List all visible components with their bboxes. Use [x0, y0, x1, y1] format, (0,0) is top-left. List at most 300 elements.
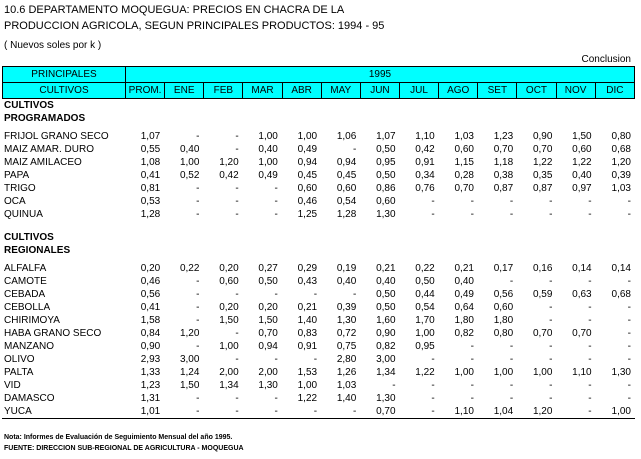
price-cell: -: [196, 302, 200, 313]
price-cell: -: [627, 354, 631, 365]
price-cell: 0,56: [493, 289, 514, 300]
price-cell: 2,00: [258, 367, 278, 378]
price-cell: 0,91: [297, 341, 318, 352]
crop-name: CEBOLLA: [4, 302, 51, 313]
price-cell: 1,33: [140, 367, 161, 378]
title-line-1: 10.6 DEPARTAMENTO MOQUEGUA: PRECIOS EN CHACRA DE LA: [4, 4, 345, 16]
price-cell: -: [235, 328, 239, 339]
price-cell: -: [235, 144, 239, 155]
price-cell: 0,70: [454, 183, 474, 194]
price-cell: -: [470, 393, 474, 404]
price-cell: 1,00: [219, 341, 239, 352]
price-cell: -: [588, 302, 592, 313]
notes: [4, 432, 244, 454]
table-row: [2, 143, 635, 156]
price-cell: 0,14: [611, 263, 631, 274]
price-cell: 1,28: [140, 209, 161, 220]
price-cell: 1,20: [532, 406, 553, 417]
price-cell: 1,22: [297, 393, 318, 404]
price-cell: 0,21: [454, 263, 474, 274]
price-cell: -: [509, 276, 514, 287]
price-cell: 1,31: [140, 393, 161, 404]
header-col: MAY: [321, 83, 360, 99]
price-cell: 0,29: [297, 263, 318, 274]
price-cell: 0,86: [376, 183, 396, 194]
price-cell: 0,90: [140, 341, 161, 352]
price-cell: 0,60: [336, 183, 357, 194]
price-cell: 0,22: [179, 263, 200, 274]
price-cell: 0,52: [179, 170, 200, 181]
price-cell: 1,30: [376, 209, 396, 220]
price-table: [2, 66, 635, 419]
table-row: [2, 130, 635, 143]
price-cell: 1,58: [140, 315, 161, 326]
price-cell: 1,70: [415, 315, 435, 326]
price-cell: 0,55: [140, 144, 161, 155]
price-cell: 2,93: [140, 354, 161, 365]
price-cell: 1,28: [336, 209, 357, 220]
crop-name: ALFALFA: [4, 263, 47, 274]
price-cell: 0,87: [493, 183, 514, 194]
price-cell: 1,30: [336, 315, 357, 326]
price-cell: 0,20: [219, 263, 239, 274]
price-cell: 0,43: [297, 276, 318, 287]
price-cell: 1,40: [297, 315, 318, 326]
table-row: [2, 288, 635, 301]
price-cell: 1,10: [415, 131, 435, 142]
price-cell: 1,15: [454, 157, 474, 168]
price-cell: -: [274, 183, 278, 194]
price-cell: -: [627, 209, 631, 220]
price-cell: 1,06: [336, 131, 357, 142]
crop-name: QUINUA: [4, 209, 43, 220]
price-cell: 0,53: [140, 196, 161, 207]
price-cell: 0,60: [493, 302, 514, 313]
price-cell: -: [470, 209, 474, 220]
price-cell: 0,34: [415, 170, 435, 181]
price-cell: 0,41: [140, 170, 161, 181]
table-row: [2, 353, 635, 366]
price-cell: 0,22: [415, 263, 435, 274]
price-cell: 1,07: [376, 131, 396, 142]
price-cell: -: [352, 144, 357, 155]
table-row: [2, 301, 635, 314]
price-cell: 0,46: [140, 276, 161, 287]
price-cell: -: [588, 393, 592, 404]
price-cell: 0,94: [297, 157, 318, 168]
price-cell: 0,80: [611, 131, 631, 142]
price-cell: 0,54: [336, 196, 357, 207]
price-cell: -: [274, 354, 278, 365]
price-cell: -: [549, 393, 553, 404]
price-cell: 2,80: [336, 354, 357, 365]
price-cell: 1,03: [336, 380, 357, 391]
price-cell: -: [431, 196, 435, 207]
price-cell: -: [509, 209, 514, 220]
price-cell: 0,87: [532, 183, 553, 194]
price-cell: 1,60: [376, 315, 396, 326]
price-cell: -: [235, 196, 239, 207]
price-cell: 0,54: [415, 302, 435, 313]
price-cell: 1,20: [611, 157, 631, 168]
price-cell: -: [549, 354, 553, 365]
price-cell: 0,70: [572, 328, 592, 339]
price-cell: -: [549, 209, 553, 220]
price-cell: 1,00: [258, 157, 278, 168]
price-cell: 0,40: [336, 276, 357, 287]
price-cell: -: [549, 380, 553, 391]
price-cell: 0,60: [454, 144, 474, 155]
table-row: [2, 262, 635, 275]
price-cell: -: [588, 276, 592, 287]
price-cell: 0,50: [415, 276, 435, 287]
price-cell: 1,00: [258, 131, 278, 142]
price-cell: 0,60: [376, 196, 396, 207]
price-cell: 0,50: [376, 289, 396, 300]
crop-name: OCA: [4, 196, 26, 207]
price-cell: -: [431, 380, 435, 391]
price-cell: 0,80: [493, 328, 514, 339]
price-cell: -: [431, 393, 435, 404]
price-cell: 0,95: [415, 341, 435, 352]
price-cell: -: [352, 289, 357, 300]
price-cell: -: [509, 380, 514, 391]
price-cell: -: [196, 315, 200, 326]
table-row: [2, 405, 635, 418]
price-cell: -: [196, 276, 200, 287]
price-cell: 1,50: [572, 131, 592, 142]
price-cell: 1,04: [493, 406, 514, 417]
price-cell: 0,44: [415, 289, 435, 300]
price-cell: 0,94: [258, 341, 278, 352]
price-cell: 0,28: [454, 170, 474, 181]
price-cell: -: [431, 354, 435, 365]
price-cell: 1,00: [297, 380, 318, 391]
crop-name: OLIVO: [4, 354, 35, 365]
price-cell: 0,70: [493, 144, 514, 155]
price-cell: 1,00: [611, 406, 631, 417]
price-cell: 3,00: [376, 354, 396, 365]
price-cell: -: [235, 183, 239, 194]
price-cell: 0,21: [297, 302, 318, 313]
note-text: Nota: Informes de Evaluación de Seguimiento Mensual del año 1995.: [4, 434, 233, 441]
price-cell: -: [235, 354, 239, 365]
price-cell: 0,40: [258, 144, 278, 155]
price-cell: 0,50: [376, 144, 396, 155]
price-cell: 0,94: [336, 157, 357, 168]
price-cell: 1,10: [454, 406, 474, 417]
price-cell: 0,60: [297, 183, 318, 194]
price-cell: 0,49: [454, 289, 474, 300]
price-cell: -: [549, 302, 553, 313]
price-cell: -: [549, 276, 553, 287]
section-title: CULTIVOS: [4, 100, 54, 111]
header-col: AGO: [439, 83, 478, 99]
price-cell: -: [196, 131, 200, 142]
price-cell: -: [509, 393, 514, 404]
price-cell: 1,20: [219, 157, 239, 168]
price-cell: 1,00: [179, 157, 200, 168]
price-cell: -: [470, 196, 474, 207]
crop-name: PALTA: [4, 367, 34, 378]
table-row: [2, 314, 635, 327]
section-title: CULTIVOS: [4, 232, 54, 243]
price-cell: 0,20: [258, 302, 278, 313]
price-cell: 1,00: [415, 328, 435, 339]
price-cell: 0,39: [336, 302, 357, 313]
price-cell: -: [627, 302, 631, 313]
price-cell: -: [274, 393, 278, 404]
price-cell: 1,50: [219, 315, 239, 326]
price-cell: 0,49: [258, 170, 278, 181]
price-cell: 0,19: [336, 263, 357, 274]
price-cell: 0,90: [532, 131, 553, 142]
price-cell: 0,76: [415, 183, 435, 194]
price-cell: 1,00: [493, 367, 514, 378]
price-cell: -: [235, 393, 239, 404]
price-cell: -: [274, 289, 278, 300]
price-cell: 1,23: [140, 380, 161, 391]
price-cell: -: [274, 209, 278, 220]
price-cell: -: [352, 406, 357, 417]
price-cell: -: [627, 328, 631, 339]
price-cell: 1,25: [297, 209, 318, 220]
price-cell: 1,34: [219, 380, 239, 391]
crop-name: FRIJOL GRANO SECO: [4, 131, 109, 142]
price-cell: 0,35: [532, 170, 553, 181]
price-cell: 0,60: [572, 144, 592, 155]
header-principales: PRINCIPALES: [3, 67, 126, 83]
table-bottom-rule: [2, 418, 635, 419]
table-body: [2, 99, 635, 418]
crop-name: MAIZ AMAR. DURO: [4, 144, 95, 155]
units-note: ( Nuevos soles por k ): [4, 40, 102, 51]
table-row: [2, 392, 635, 405]
price-cell: -: [509, 196, 514, 207]
price-cell: 0,40: [572, 170, 592, 181]
price-cell: 0,70: [376, 406, 396, 417]
section-title: REGIONALES: [4, 245, 71, 256]
price-cell: 0,40: [454, 276, 474, 287]
price-cell: 0,40: [376, 276, 396, 287]
table-row: [2, 275, 635, 288]
crop-name: CHIRIMOYA: [4, 315, 60, 326]
header-year: 1995: [126, 67, 635, 83]
price-cell: 0,82: [376, 341, 396, 352]
price-cell: 0,56: [140, 289, 161, 300]
continuation-label: Conclusion: [581, 54, 631, 65]
price-cell: 1,22: [572, 157, 592, 168]
price-cell: 0,64: [454, 302, 474, 313]
crop-name: YUCA: [4, 406, 32, 417]
crop-name: PAPA: [4, 170, 30, 181]
header-col: OCT: [517, 83, 556, 99]
header-col: MAR: [243, 83, 282, 99]
price-cell: -: [196, 196, 200, 207]
price-cell: 0,59: [532, 289, 553, 300]
price-cell: 1,24: [179, 367, 200, 378]
price-cell: -: [588, 315, 592, 326]
price-cell: 1,07: [140, 131, 161, 142]
header-col: JUN: [360, 83, 399, 99]
price-cell: 0,50: [376, 302, 396, 313]
price-cell: -: [235, 289, 239, 300]
title-line-2: PRODUCCION AGRICOLA, SEGUN PRINCIPALES PRODUCTOS: 1994 - 95: [4, 20, 385, 32]
crop-name: HABA GRANO SECO: [4, 328, 102, 339]
price-cell: 0,70: [258, 328, 278, 339]
header-cultivos: CULTIVOS: [3, 83, 126, 99]
price-cell: 0,38: [493, 170, 514, 181]
crop-name: TRIGO: [4, 183, 36, 194]
price-cell: 0,20: [140, 263, 161, 274]
price-cell: 0,90: [376, 328, 396, 339]
price-cell: 0,63: [572, 289, 592, 300]
crop-name: MAIZ AMILACEO: [4, 157, 82, 168]
price-cell: 1,80: [454, 315, 474, 326]
table-row: [2, 340, 635, 353]
price-cell: 1,22: [415, 367, 435, 378]
crop-name: CAMOTE: [4, 276, 47, 287]
header-col: DIC: [595, 83, 634, 99]
price-cell: 0,27: [258, 263, 278, 274]
table-row: [2, 156, 635, 169]
price-cell: -: [549, 315, 553, 326]
price-cell: -: [470, 354, 474, 365]
table-row: [2, 182, 635, 195]
price-cell: -: [627, 315, 631, 326]
crop-name: MANZANO: [4, 341, 54, 352]
price-cell: 0,70: [532, 144, 553, 155]
price-cell: 0,75: [336, 341, 357, 352]
price-cell: 0,14: [572, 263, 592, 274]
price-cell: -: [235, 209, 239, 220]
price-cell: 1,22: [532, 157, 553, 168]
price-cell: -: [274, 196, 278, 207]
price-cell: -: [431, 406, 435, 417]
price-cell: 0,95: [376, 157, 396, 168]
price-cell: -: [627, 341, 631, 352]
price-cell: 1,23: [493, 131, 514, 142]
price-cell: 1,53: [297, 367, 318, 378]
price-cell: 1,30: [611, 367, 631, 378]
price-cell: -: [235, 131, 239, 142]
price-cell: 0,41: [140, 302, 161, 313]
price-cell: -: [588, 406, 592, 417]
price-cell: -: [470, 380, 474, 391]
price-cell: -: [313, 354, 318, 365]
price-cell: 1,00: [454, 367, 474, 378]
price-cell: 1,00: [532, 367, 553, 378]
price-cell: -: [627, 393, 631, 404]
price-cell: -: [509, 354, 514, 365]
price-cell: 1,26: [336, 367, 357, 378]
crop-name: DAMASCO: [4, 393, 55, 404]
price-cell: -: [509, 341, 514, 352]
price-cell: -: [588, 341, 592, 352]
price-cell: -: [196, 393, 200, 404]
price-cell: -: [392, 380, 396, 391]
section-title: PROGRAMADOS: [4, 113, 86, 124]
price-cell: 1,18: [493, 157, 514, 168]
price-cell: -: [627, 276, 631, 287]
price-cell: -: [549, 196, 553, 207]
source-text: FUENTE: DIRECCION SUB-REGIONAL DE AGRICULTURA - MOQUEGUA: [4, 445, 244, 452]
price-cell: 1,01: [140, 406, 161, 417]
price-cell: 1,30: [376, 393, 396, 404]
price-cell: -: [588, 354, 592, 365]
price-cell: 0,91: [415, 157, 435, 168]
header-col: PROM.: [126, 83, 165, 99]
price-cell: 1,03: [611, 183, 631, 194]
price-cell: 0,40: [179, 144, 200, 155]
price-cell: 0,68: [611, 144, 631, 155]
table-row: [2, 195, 635, 208]
price-cell: 0,82: [454, 328, 474, 339]
table-row: [2, 327, 635, 340]
price-cell: 1,50: [258, 315, 278, 326]
price-cell: 1,10: [572, 367, 592, 378]
price-cell: -: [274, 406, 278, 417]
table-row: [2, 366, 635, 379]
price-cell: 0,72: [336, 328, 357, 339]
header-col: JUL: [399, 83, 438, 99]
header-col: SET: [478, 83, 517, 99]
price-cell: 2,00: [219, 367, 239, 378]
price-cell: 0,50: [258, 276, 278, 287]
price-cell: -: [196, 289, 200, 300]
price-cell: 1,34: [376, 367, 396, 378]
price-cell: -: [627, 380, 631, 391]
price-cell: -: [431, 209, 435, 220]
price-cell: 0,20: [219, 302, 239, 313]
header-col: NOV: [556, 83, 595, 99]
price-cell: -: [588, 209, 592, 220]
price-cell: 0,84: [140, 328, 161, 339]
price-cell: 0,97: [572, 183, 592, 194]
table-row: [2, 208, 635, 221]
price-cell: -: [588, 380, 592, 391]
price-cell: 1,80: [493, 315, 514, 326]
price-cell: 0,60: [219, 276, 239, 287]
price-cell: 1,08: [140, 157, 161, 168]
price-cell: -: [470, 341, 474, 352]
price-cell: -: [313, 406, 318, 417]
price-cell: 0,21: [376, 263, 396, 274]
price-cell: 0,81: [140, 183, 161, 194]
header-col: ABR: [282, 83, 321, 99]
price-cell: -: [627, 196, 631, 207]
price-cell: 0,83: [297, 328, 318, 339]
price-cell: -: [196, 209, 200, 220]
price-cell: 0,70: [532, 328, 553, 339]
price-cell: 0,68: [611, 289, 631, 300]
price-cell: 0,46: [297, 196, 318, 207]
table-header: [2, 66, 635, 99]
price-cell: 1,00: [297, 131, 318, 142]
price-cell: 0,50: [376, 170, 396, 181]
table-row: [2, 169, 635, 182]
price-cell: 1,20: [179, 328, 200, 339]
price-cell: 0,49: [297, 144, 318, 155]
price-cell: -: [196, 341, 200, 352]
crop-name: CEBADA: [4, 289, 46, 300]
price-cell: -: [196, 406, 200, 417]
price-cell: 1,50: [179, 380, 200, 391]
price-cell: 3,00: [179, 354, 200, 365]
price-cell: 0,16: [532, 263, 553, 274]
price-cell: -: [549, 341, 553, 352]
table-row: [2, 379, 635, 392]
